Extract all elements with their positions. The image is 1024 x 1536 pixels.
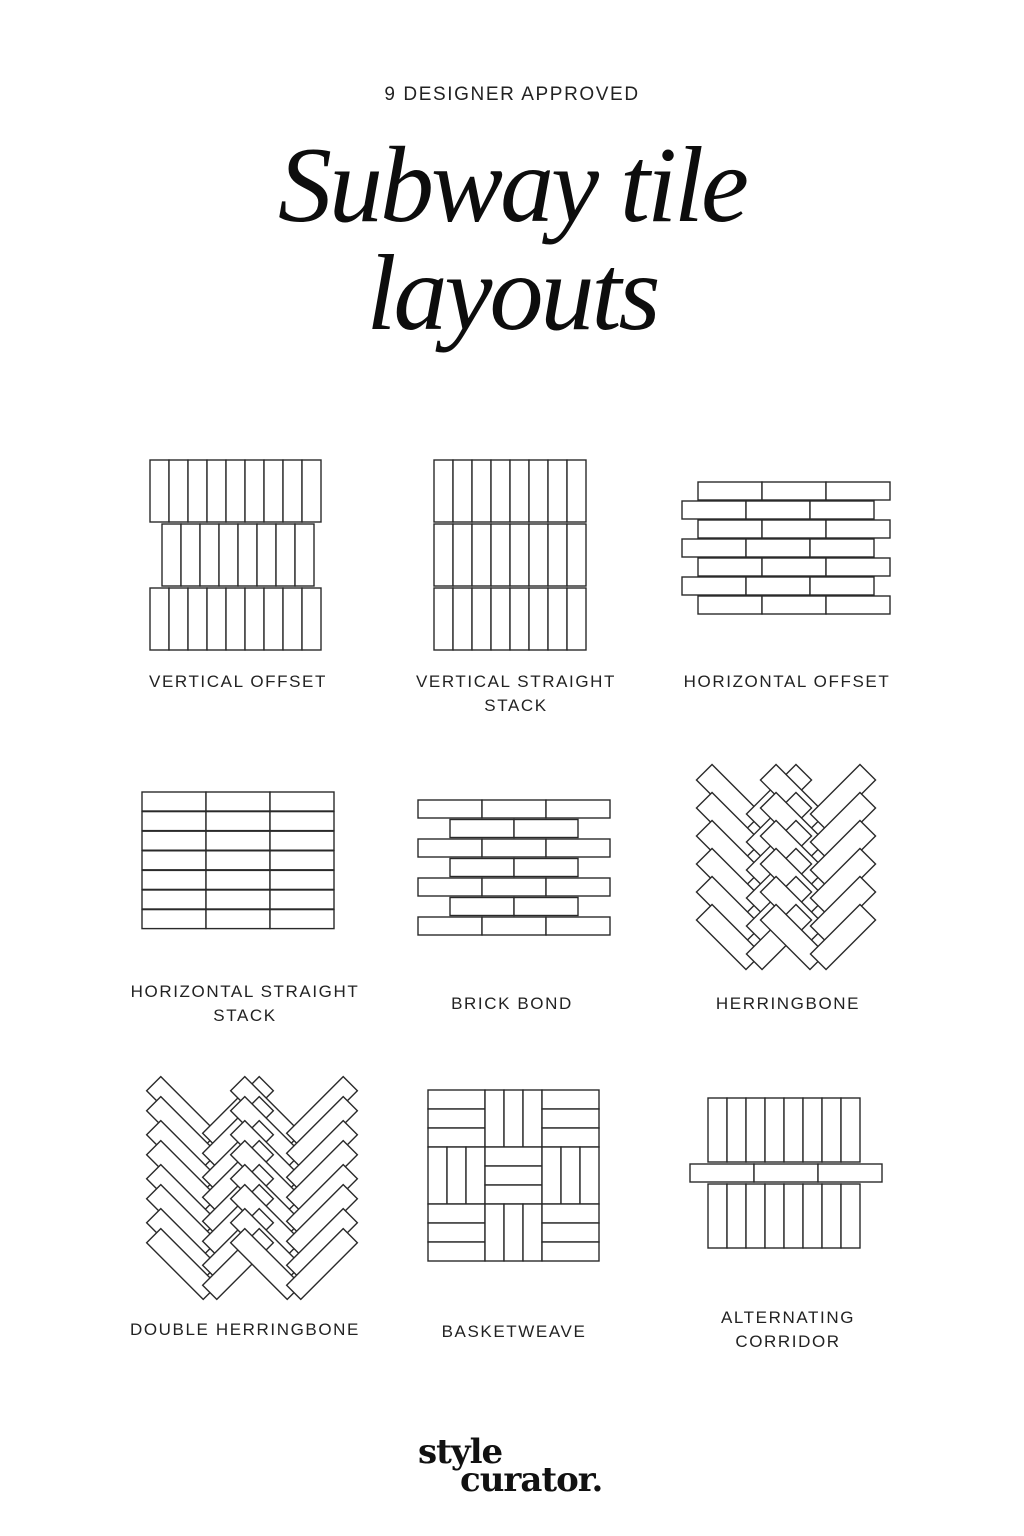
tile [206, 792, 270, 811]
tile [200, 524, 219, 586]
layout-label-double-herringbone: DOUBLE HERRINGBONE [129, 1320, 360, 1339]
tile [542, 1147, 561, 1204]
tile [784, 1098, 803, 1162]
tile [529, 588, 548, 650]
tile [188, 588, 207, 650]
tile [270, 890, 334, 909]
logo-word-style: style [418, 1432, 503, 1472]
tile [485, 1166, 542, 1185]
tile [485, 1090, 504, 1147]
tile [270, 831, 334, 850]
tile [491, 524, 510, 586]
tile [270, 812, 334, 831]
tile [270, 870, 334, 889]
tile [450, 859, 514, 877]
tile [810, 539, 874, 557]
tile [746, 539, 810, 557]
basketweave-pattern [426, 1088, 602, 1256]
tile [428, 1242, 485, 1261]
tile [482, 878, 546, 896]
tile [472, 460, 491, 522]
tile [276, 524, 295, 586]
tile [682, 577, 746, 595]
tile [142, 851, 206, 870]
tile [482, 800, 546, 818]
horizontal-offset-pattern [680, 480, 894, 620]
herringbone-pattern [684, 766, 888, 970]
tile [181, 524, 200, 586]
tile [428, 1204, 485, 1223]
tile [485, 1204, 504, 1261]
tile [245, 460, 264, 522]
tile [295, 524, 314, 586]
tile [482, 917, 546, 935]
tile [542, 1128, 599, 1147]
tile [472, 524, 491, 586]
tile [542, 1090, 599, 1109]
tile [150, 460, 169, 522]
tile [510, 588, 529, 650]
tile [754, 1164, 818, 1182]
tile [504, 1090, 523, 1147]
tile [542, 1223, 599, 1242]
tile [682, 539, 746, 557]
tile [784, 1184, 803, 1248]
tile [453, 588, 472, 650]
horizontal-straight-stack-pattern [140, 790, 338, 932]
style-curator-logo [412, 1432, 612, 1502]
tile [142, 831, 206, 850]
double-herringbone-pattern [134, 1078, 350, 1294]
tile [762, 520, 826, 538]
tile [270, 910, 334, 929]
tile [264, 588, 283, 650]
logo-word-curator: curator. [460, 1460, 603, 1500]
tile [206, 812, 270, 831]
tile [428, 1147, 447, 1204]
tile [207, 588, 226, 650]
tile [514, 859, 578, 877]
tile [434, 460, 453, 522]
tile [826, 596, 890, 614]
page-title-line-2: layouts [366, 234, 658, 353]
tile [226, 460, 245, 522]
tile [567, 460, 586, 522]
tile [428, 1109, 485, 1128]
tile [238, 524, 257, 586]
tile [548, 460, 567, 522]
layout-label-vertical-straight-stack: VERTICAL STRAIGHT STACK [415, 672, 617, 715]
tile [472, 588, 491, 650]
tile [762, 596, 826, 614]
tile [567, 588, 586, 650]
tile [418, 878, 482, 896]
tile [826, 520, 890, 538]
tile [428, 1223, 485, 1242]
tile [548, 588, 567, 650]
tile [546, 839, 610, 857]
tile [561, 1147, 580, 1204]
tile [206, 910, 270, 929]
tile [514, 820, 578, 838]
tile [822, 1184, 841, 1248]
kicker: 9 DESIGNER APPROVED [384, 84, 640, 105]
tile [727, 1184, 746, 1248]
tile [826, 558, 890, 576]
tile [523, 1090, 542, 1147]
tile [698, 482, 762, 500]
tile [418, 839, 482, 857]
tile [485, 1185, 542, 1204]
tile [529, 524, 548, 586]
tile [264, 460, 283, 522]
tile [841, 1098, 860, 1162]
tile [542, 1109, 599, 1128]
tile [510, 524, 529, 586]
tile [245, 588, 264, 650]
tile [698, 596, 762, 614]
tile [270, 792, 334, 811]
tile [434, 588, 453, 650]
tile [765, 1098, 784, 1162]
tile [529, 460, 548, 522]
tile [142, 870, 206, 889]
tile [822, 1098, 841, 1162]
tile [746, 1184, 765, 1248]
tile [482, 839, 546, 857]
page-title-line-1: Subway tile [278, 126, 746, 245]
tile [270, 851, 334, 870]
tile [523, 1204, 542, 1261]
tile [418, 800, 482, 818]
tile [142, 910, 206, 929]
tile [485, 1147, 542, 1166]
tile [188, 460, 207, 522]
tile [302, 460, 321, 522]
tile [727, 1098, 746, 1162]
tile [841, 1184, 860, 1248]
tile [548, 524, 567, 586]
tile [169, 588, 188, 650]
tile [762, 482, 826, 500]
tile [142, 812, 206, 831]
layout-label-vertical-offset: VERTICAL OFFSET [149, 672, 327, 691]
tile [169, 460, 188, 522]
layout-label-alternating-corridor: ALTERNATING CORRIDOR [720, 1308, 856, 1351]
tile [207, 460, 226, 522]
tile [762, 558, 826, 576]
tile [150, 588, 169, 650]
tile [450, 898, 514, 916]
tile [434, 524, 453, 586]
tile [206, 851, 270, 870]
tile [810, 501, 874, 519]
tile [542, 1242, 599, 1261]
tile [428, 1128, 485, 1147]
tile [580, 1147, 599, 1204]
tile [803, 1098, 822, 1162]
layout-label-horizontal-straight-stack: HORIZONTAL STRAIGHT STACK [130, 982, 360, 1025]
tile [142, 890, 206, 909]
tile [491, 588, 510, 650]
tile [162, 524, 181, 586]
tile [418, 917, 482, 935]
tile [765, 1184, 784, 1248]
tile [546, 878, 610, 896]
brick-bond-pattern [416, 798, 614, 938]
tile [567, 524, 586, 586]
tile [453, 460, 472, 522]
tile [491, 460, 510, 522]
tile [428, 1090, 485, 1109]
tile [803, 1184, 822, 1248]
tile [698, 520, 762, 538]
tile [690, 1164, 754, 1182]
tile [504, 1204, 523, 1261]
tile [682, 501, 746, 519]
tile [206, 870, 270, 889]
tile [708, 1098, 727, 1162]
tile [746, 577, 810, 595]
tile [302, 588, 321, 650]
tile [257, 524, 276, 586]
tile [283, 460, 302, 522]
tile [219, 524, 238, 586]
layout-label-herringbone: HERRINGBONE [715, 994, 861, 1013]
tile [826, 482, 890, 500]
tile [142, 792, 206, 811]
tile [466, 1147, 485, 1204]
tile [206, 890, 270, 909]
tile [283, 588, 302, 650]
tile [698, 558, 762, 576]
tile [206, 831, 270, 850]
tile [453, 524, 472, 586]
tile [514, 898, 578, 916]
tile [447, 1147, 466, 1204]
vertical-offset-pattern [148, 458, 328, 654]
tile [226, 588, 245, 650]
tile [546, 917, 610, 935]
vertical-straight-stack-pattern [432, 458, 592, 654]
tile [542, 1204, 599, 1223]
tile [746, 501, 810, 519]
layout-label-horizontal-offset: HORIZONTAL OFFSET [683, 672, 891, 691]
layout-label-basketweave: BASKETWEAVE [441, 1322, 587, 1341]
tile [510, 460, 529, 522]
tile [708, 1184, 727, 1248]
tile [450, 820, 514, 838]
tile [746, 1098, 765, 1162]
tile [818, 1164, 882, 1182]
tile [810, 577, 874, 595]
tile [546, 800, 610, 818]
alternating-corridor-pattern [688, 1096, 884, 1248]
layout-label-brick-bond: BRICK BOND [451, 994, 573, 1013]
